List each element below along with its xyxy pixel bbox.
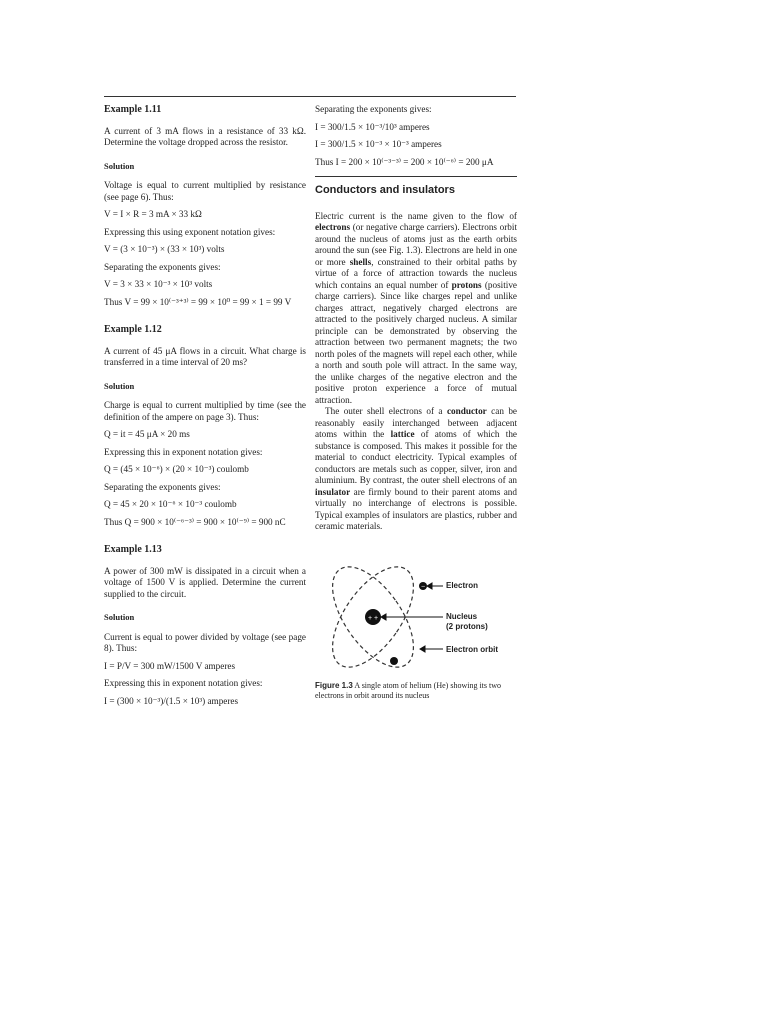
top-rule bbox=[104, 96, 516, 97]
solution-text: Charge is equal to current multiplied by time (see the definition of the ampere on page 3). Thus: bbox=[104, 400, 306, 422]
equation: Thus Q = 900 × 10⁽⁻⁶⁻³⁾ = 900 × 10⁽⁻⁹⁾ = 900 nC bbox=[104, 516, 286, 527]
electron-label: Electron bbox=[446, 580, 479, 590]
equation: I = P/V = 300 mW/1500 V amperes bbox=[104, 660, 236, 671]
solution-text: Current is equal to power divided by voltage (see page 8). Thus: bbox=[104, 631, 306, 653]
equation: V = 3 × 33 × 10⁻³ × 10³ volts bbox=[104, 279, 213, 289]
equation: Thus V = 99 × 10⁽⁻³⁺³⁾ = 99 × 10⁰ = 99 × 1 = 99 V bbox=[104, 296, 292, 307]
equation: I = 300/1.5 × 10⁻³/10³ amperes bbox=[315, 121, 430, 132]
orbit-label: Electron orbit bbox=[446, 644, 499, 654]
equation: I = (300 × 10⁻³)/(1.5 × 10³) amperes bbox=[104, 695, 239, 706]
solution-text: Expressing this in exponent notation gives: bbox=[104, 678, 263, 688]
solution-heading: Solution bbox=[104, 380, 135, 391]
solution-heading: Solution bbox=[104, 612, 135, 622]
figure-helium-atom bbox=[315, 559, 517, 677]
example-1-11-text: A current of 3 mA flows in a resistance of 33 kΩ. Determine the voltage dropped across the resistor. bbox=[104, 125, 306, 147]
figure-caption bbox=[315, 681, 517, 701]
equation: V = (3 × 10⁻³) × (33 × 10³) volts bbox=[104, 244, 225, 254]
electron-bottom bbox=[390, 657, 398, 665]
left-column bbox=[104, 104, 306, 713]
electron-charge-label: − bbox=[420, 583, 426, 590]
protons-label: (2 protons) bbox=[446, 621, 488, 631]
example-1-12-heading: Example 1.12 bbox=[104, 324, 162, 335]
electron-arrowhead bbox=[427, 583, 432, 589]
caption-number: Figure 1.3 bbox=[315, 680, 353, 690]
solution-text: Expressing this in exponent notation gives: bbox=[104, 446, 263, 457]
atom-diagram bbox=[315, 559, 517, 677]
example-1-13-heading: Example 1.13 bbox=[104, 544, 162, 555]
right-column bbox=[315, 104, 517, 701]
solution-text: Separating the exponents gives: bbox=[104, 481, 221, 492]
nucleus-charge-label: + + bbox=[367, 614, 379, 622]
section-title: Conductors and insulators bbox=[315, 184, 455, 196]
caption-text: A single atom of helium (He) showing its two electrons in orbit around its nucleus bbox=[315, 680, 502, 700]
solution-text: Separating the exponents gives: bbox=[104, 261, 221, 272]
nucleus-label: Nucleus bbox=[446, 611, 478, 621]
solution-text: Expressing this using exponent notation gives: bbox=[104, 226, 276, 237]
example-1-12-text: A current of 45 μA flows in a circuit. What charge is transferred in a time interval of 20 ms? bbox=[104, 345, 306, 367]
nucleus-arrowhead bbox=[381, 614, 386, 620]
section-body bbox=[315, 211, 517, 533]
section-rule bbox=[315, 176, 517, 177]
equation: Thus I = 200 × 10⁽⁻³⁻³⁾ = 200 × 10⁽⁻⁶⁾ = 200 μA bbox=[315, 156, 494, 167]
example-1-13-text: A power of 300 mW is dissipated in a circuit when a voltage of 1500 V is applied. Determine the current supplied to the circuit. bbox=[104, 565, 306, 599]
orbit-arrowhead bbox=[420, 646, 425, 652]
solution-text: Voltage is equal to current multiplied by resistance (see page 6). Thus: bbox=[104, 180, 306, 202]
equation: I = 300/1.5 × 10⁻³ × 10⁻³ amperes bbox=[315, 139, 442, 149]
solution-text: Separating the exponents gives: bbox=[315, 104, 432, 114]
example-1-11-heading: Example 1.11 bbox=[104, 104, 162, 115]
paragraph: Electric current is the name given to the flow of electrons (or negative charge carriers). Electrons orbit around the nucleus of atoms just as the earth orbits around the sun (see Fig. 1.3). Electrons are held in one or more shells, constrained to their orbital paths by virtue of a force of attraction towards the nucleus which contains an equal number of protons (positive charge carriers). Since like charges repel and unlike charges attract, negatively charged electrons are attracted to the positively charged nucleus. A similar principle can be demonstrated by observing the attraction between two permanent magnets; the two north poles of the magnets will repel each other, while a north and south pole will attract. In the same way, the unlike charges of the negative electron and the positive proton experience a force of mutual attraction. bbox=[315, 210, 517, 405]
solution-heading: Solution bbox=[104, 160, 135, 171]
equation: V = I × R = 3 mA × 33 kΩ bbox=[104, 209, 202, 219]
paragraph: The outer shell electrons of a conductor can be reasonably easily interchanged between adjacent atoms within the lattice of atoms of which the substance is composed. This makes it possible for the material to conduct electricity. Typical examples of conductors are metals such as copper, silver, iron and aluminium. By contrast, the outer shell electrons of an insulator are firmly bound to their parent atoms and virtually no interchange of electrons is possible. Typical examples of insulators are plastics, rubber and ceramic materials. bbox=[315, 406, 518, 531]
equation: Q = 45 × 20 × 10⁻⁶ × 10⁻³ coulomb bbox=[104, 499, 237, 509]
equation: Q = it = 45 μA × 20 ms bbox=[104, 429, 190, 439]
equation: Q = (45 × 10⁻⁶) × (20 × 10⁻³) coulomb bbox=[104, 464, 249, 474]
